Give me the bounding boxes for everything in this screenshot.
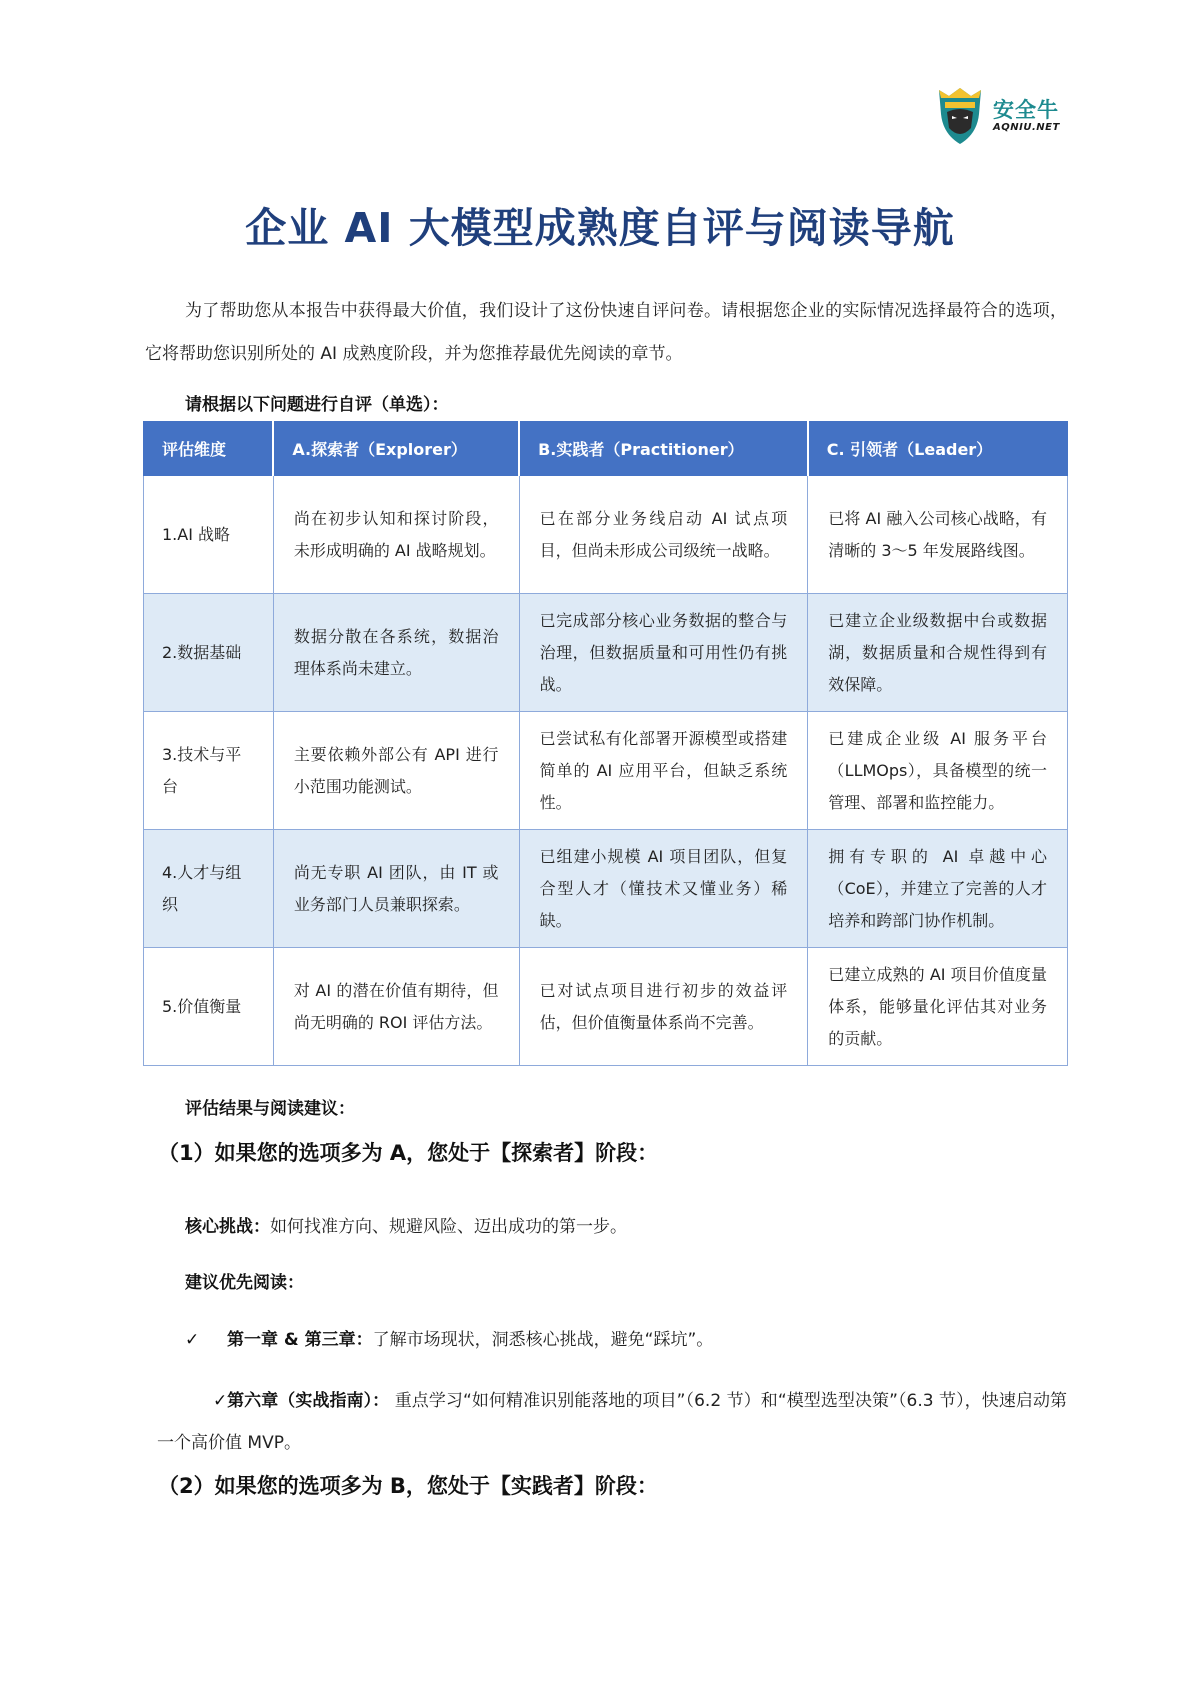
cell-explorer: 对 AI 的潜在价值有期待，但尚无明确的 ROI 评估方法。 [273, 948, 519, 1066]
table-row [144, 830, 1068, 948]
cell-dimension: 4.人才与组织 [144, 830, 274, 948]
core-challenge [185, 1212, 627, 1237]
reading-item-text: 重点学习“如何精准识别能落地的项目”（6.2 节）和“模型选型决策”（6.3 节），快速启动第一个高价值 MVP。 [157, 1391, 1068, 1453]
page-title: 企业 AI 大模型成熟度自评与阅读导航 [245, 204, 955, 252]
table-header-row [144, 422, 1068, 476]
section-b-heading: （2）如果您的选项多为 B，您处于【实践者】阶段： [158, 1474, 658, 1498]
cell-practitioner: 已组建小规模 AI 项目团队，但复合型人才（懂技术又懂业务）稀缺。 [519, 830, 808, 948]
cell-leader: 已建立成熟的 AI 项目价值度量体系，能够量化评估其对业务的贡献。 [808, 948, 1068, 1066]
table-row [144, 948, 1068, 1066]
table-row [144, 594, 1068, 712]
header-leader: C. 引领者（Leader） [808, 422, 1068, 476]
reading-item [185, 1325, 713, 1350]
cell-explorer: 尚无专职 AI 团队，由 IT 或业务部门人员兼职探索。 [273, 830, 519, 948]
checkmark-icon: ✓ [185, 1330, 200, 1350]
reading-item-label: 第六章（实战指南）： [227, 1391, 390, 1411]
reading-item-label: 第一章 & 第三章： [227, 1330, 373, 1350]
reading-item [157, 1380, 1067, 1464]
core-challenge-text: 如何找准方向、规避风险、迈出成功的第一步。 [270, 1217, 627, 1237]
cell-leader: 已建立企业级数据中台或数据湖，数据质量和合规性得到有效保障。 [808, 594, 1068, 712]
header-dimension: 评估维度 [144, 422, 274, 476]
cell-dimension: 5.价值衡量 [144, 948, 274, 1066]
cell-explorer: 主要依赖外部公有 API 进行小范围功能测试。 [273, 712, 519, 830]
cell-dimension: 1.AI 战略 [144, 476, 274, 594]
intro-paragraph: 为了帮助您从本报告中获得最大价值，我们设计了这份快速自评问卷。请根据您企业的实际情况选择最符合的选项，它将帮助您识别所处的 AI 成熟度阶段，并为您推荐最优先阅读的章节。 [145, 301, 1067, 364]
survey-prompt: 请根据以下问题进行自评（单选）： [185, 395, 449, 415]
recommended-reading-label: 建议优先阅读： [185, 1273, 304, 1293]
cell-explorer: 数据分散在各系统，数据治理体系尚未建立。 [273, 594, 519, 712]
core-challenge-label: 核心挑战： [185, 1217, 270, 1237]
cell-practitioner: 已在部分业务线启动 AI 试点项目，但尚未形成公司级统一战略。 [519, 476, 808, 594]
section-a-heading: （1）如果您的选项多为 A，您处于【探索者】阶段： [158, 1141, 659, 1165]
cell-leader: 已将 AI 融入公司核心战略，有清晰的 3～5 年发展路线图。 [808, 476, 1068, 594]
maturity-table [143, 421, 1068, 1066]
table-row [144, 476, 1068, 594]
results-title: 评估结果与阅读建议： [185, 1099, 355, 1119]
cell-practitioner: 已尝试私有化部署开源模型或搭建简单的 AI 应用平台，但缺乏系统性。 [519, 712, 808, 830]
table-row [144, 712, 1068, 830]
checkmark-icon: ✓ [213, 1391, 228, 1411]
header-explorer: A.探索者（Explorer） [273, 422, 519, 476]
brand-logo [935, 80, 1070, 150]
cell-dimension: 3.技术与平台 [144, 712, 274, 830]
cell-practitioner: 已对试点项目进行初步的效益评估，但价值衡量体系尚不完善。 [519, 948, 808, 1066]
header-practitioner: B.实践者（Practitioner） [519, 422, 808, 476]
logo-name-cn: 安全牛 [993, 97, 1059, 122]
cell-leader: 拥有专职的 AI 卓越中心（CoE），并建立了完善的人才培养和跨部门协作机制。 [808, 830, 1068, 948]
cell-dimension: 2.数据基础 [144, 594, 274, 712]
cell-practitioner: 已完成部分核心业务数据的整合与治理，但数据质量和可用性仍有挑战。 [519, 594, 808, 712]
cell-leader: 已建成企业级 AI 服务平台（LLMOps），具备模型的统一管理、部署和监控能力。 [808, 712, 1068, 830]
reading-item-text: 了解市场现状，洞悉核心挑战，避免“踩坑”。 [372, 1330, 714, 1350]
helmet-shield-icon [935, 84, 985, 146]
cell-explorer: 尚在初步认知和探讨阶段，未形成明确的 AI 战略规划。 [273, 476, 519, 594]
logo-name-en: AQNIU.NET [993, 121, 1060, 133]
